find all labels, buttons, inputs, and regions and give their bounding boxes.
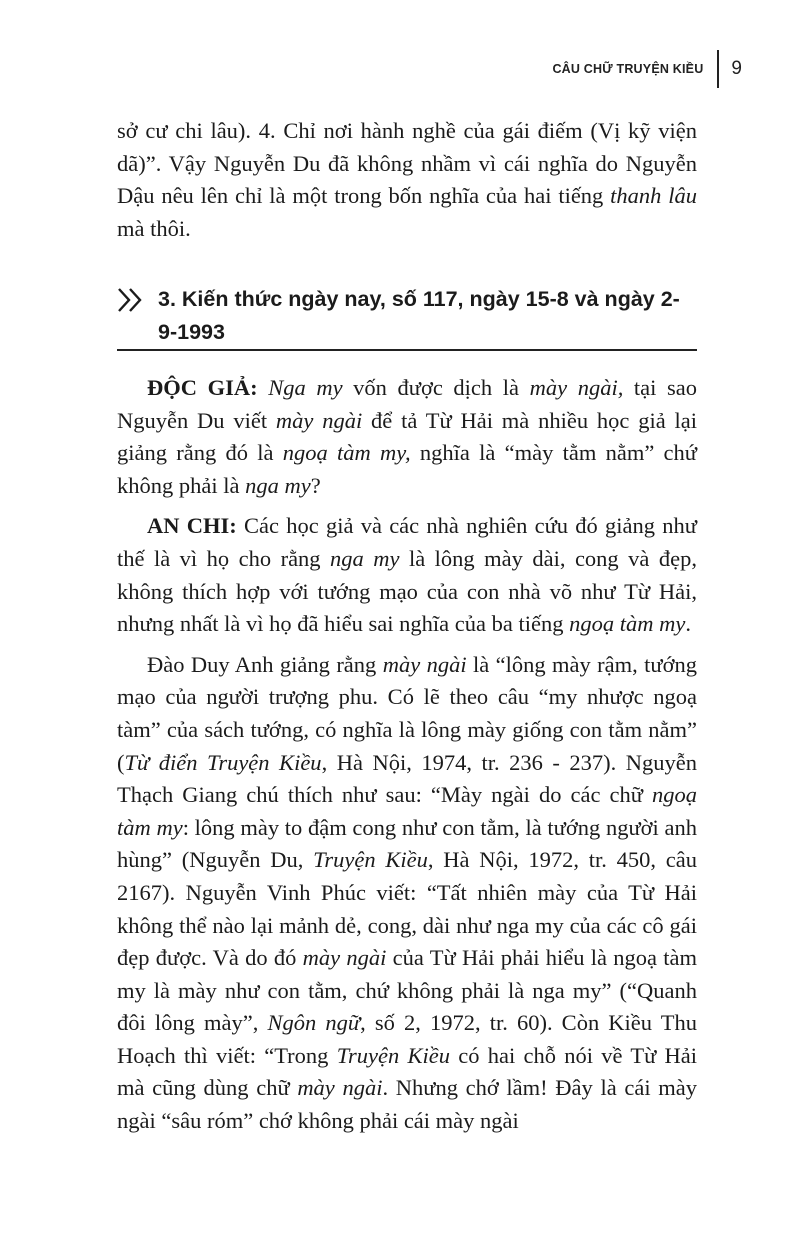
header-divider xyxy=(717,50,719,88)
answer-paragraph: AN CHI: Các học giả và các nhà nghiên cứu đó giảng như thế là vì họ cho rằng nga my là lông mày dài, cong và đẹp, không thích hợp với tướng mạo của con nhà võ như Từ Hải, nhưng nhất là vì họ đã hiểu sai nghĩa của ba tiếng ngoạ tàm my. xyxy=(117,513,697,637)
question-paragraph: ĐỘC GIẢ: Nga my vốn được dịch là mày ngài, tại sao Nguyễn Du viết mày ngài để tả Từ Hải mà nhiều học giả lại giảng rằng đó là ngoạ tàm my, nghĩa là “mày tằm nằm” chứ không phải là nga my? xyxy=(117,375,698,498)
reader-label: ĐỘC GIẢ: xyxy=(147,375,258,400)
double-chevron-right-icon xyxy=(117,287,145,313)
page-number: 9 xyxy=(731,58,742,79)
page-header xyxy=(552,50,742,88)
author-label: AN CHI: xyxy=(147,513,237,539)
section-title: 3. Kiến thức ngày nay, số 117, ngày 15-8 và ngày 2-9-1993 xyxy=(158,287,680,344)
article-body xyxy=(117,372,697,1138)
body-paragraph: Đào Duy Anh giảng rằng mày ngài là “lông mày rậm, tướng mạo của người trượng phu. Có lẽ theo câu “my nhược ngoạ tàm” của sách tướng, có nghĩa là lông mày giống con tằm nằm” (Từ điển Truyện Kiều, Hà Nội, 1974, tr. 236 - 237). Nguyễn Thạch Giang chú thích như sau: “Mày ngài do các chữ ngoạ tàm my: lông mày to đậm cong như con tằm, là tướng người anh hùng” (Nguyễn Du, Truyện Kiều, Hà Nội, 1972, tr. 450, câu 2167). Nguyễn Vinh Phúc viết: “Tất nhiên mày của Từ Hải không thể nào lại mảnh dẻ, cong, dài như nga my của các cô gái đẹp được. Và do đó mày ngài của Từ Hải phải hiểu là ngoạ tàm my là mày như con tằm, chứ không phải là nga my” (“Quanh đôi lông mày”, Ngôn ngữ, số 2, 1972, tr. 60). Còn Kiều Thu Hoạch thì viết: “Trong Truyện Kiều có hai chỗ nói về Từ Hải mà cũng dùng chữ mày ngài. Nhưng chớ lầm! Đây là cái mày ngài “sâu róm” chớ không phải cái mày ngài xyxy=(117,651,698,1134)
section-heading xyxy=(117,283,697,349)
intro-paragraph: sở cư chi lâu). 4. Chỉ nơi hành nghề của gái điếm (Vị kỹ viện dã)”. Vậy Nguyễn Du đã không nhầm vì cái nghĩa do Nguyễn Dậu nêu lên chỉ là một trong bốn nghĩa của hai tiếng thanh lâu mà thôi. xyxy=(117,118,697,241)
section-divider xyxy=(117,349,697,351)
running-title: CÂU CHỮ TRUYỆN KIỀU xyxy=(552,62,704,76)
